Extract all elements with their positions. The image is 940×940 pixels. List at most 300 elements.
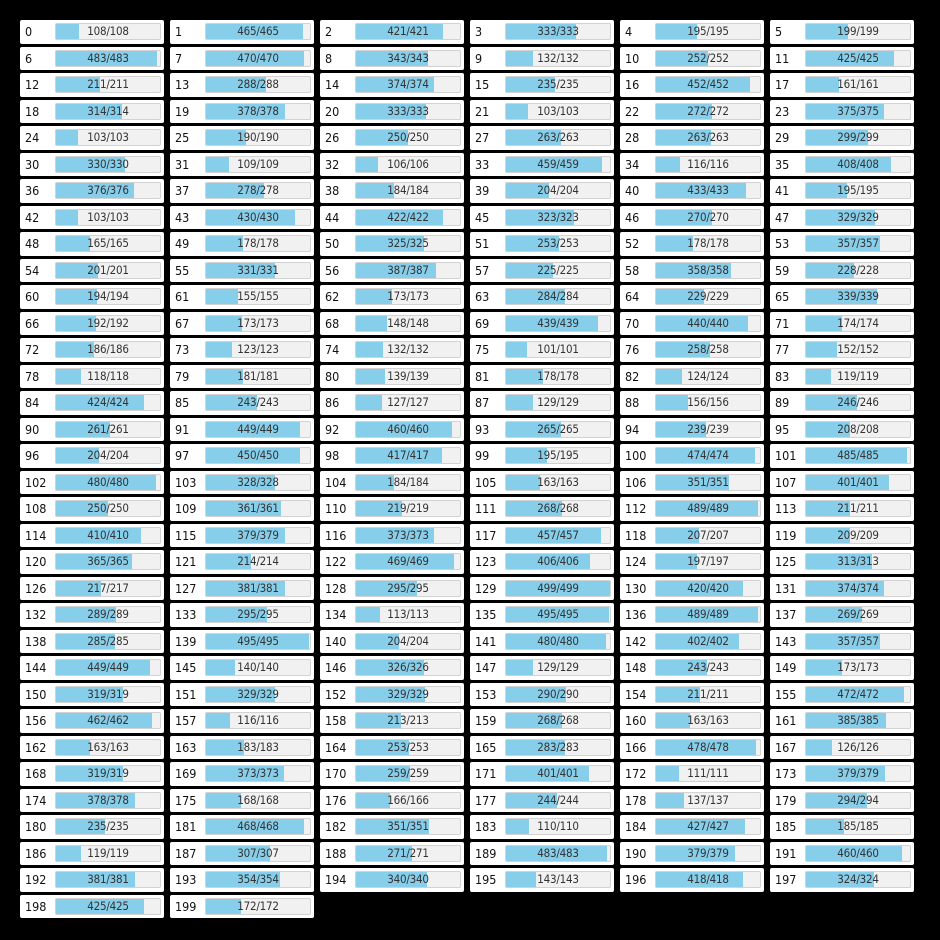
progress-bar xyxy=(55,712,161,729)
progress-bar xyxy=(655,553,761,570)
progress-item xyxy=(20,206,164,230)
progress-item-label: 143 xyxy=(775,633,797,649)
progress-item-label: 76 xyxy=(625,342,640,357)
progress-item-label: 84 xyxy=(25,395,40,410)
progress-bar xyxy=(205,262,311,279)
progress-bar-text: 207/207 xyxy=(687,527,729,542)
progress-bar-text: 485/485 xyxy=(837,448,879,462)
progress-bar-text: 449/449 xyxy=(87,660,129,674)
progress-item-label: 13 xyxy=(175,77,190,92)
progress-bar-text: 124/124 xyxy=(687,368,729,383)
progress-item xyxy=(20,418,164,442)
progress-bar xyxy=(355,818,461,835)
progress-bar-text: 295/295 xyxy=(237,607,279,621)
progress-item xyxy=(470,497,614,521)
progress-item xyxy=(320,656,464,680)
progress-item xyxy=(320,842,464,866)
progress-item-label: 98 xyxy=(325,448,340,463)
progress-bar-text: 126/126 xyxy=(837,739,879,754)
progress-item xyxy=(170,285,314,309)
progress-bar xyxy=(205,129,311,146)
progress-item-label: 176 xyxy=(325,792,347,808)
progress-bar xyxy=(55,262,161,279)
progress-item-label: 109 xyxy=(175,501,197,516)
progress-item xyxy=(770,20,914,44)
progress-item xyxy=(170,259,314,283)
progress-item xyxy=(320,338,464,362)
progress-bar xyxy=(205,500,311,517)
progress-bar-text: 374/374 xyxy=(387,77,429,91)
progress-bar-text: 192/192 xyxy=(87,315,129,330)
progress-item-label: 99 xyxy=(475,448,490,463)
progress-item-label: 137 xyxy=(775,607,797,622)
progress-item xyxy=(470,47,614,71)
progress-bar-text: 211/211 xyxy=(687,686,729,701)
progress-bar xyxy=(205,898,311,915)
progress-item xyxy=(20,471,164,495)
progress-item xyxy=(320,868,464,892)
progress-bar xyxy=(355,871,461,888)
progress-item-label: 107 xyxy=(775,474,797,490)
progress-item xyxy=(20,656,164,680)
progress-item-label: 47 xyxy=(775,209,790,225)
progress-bar-text: 143/143 xyxy=(537,872,579,886)
progress-item-label: 134 xyxy=(325,607,347,622)
progress-bar-text: 354/354 xyxy=(237,872,279,886)
progress-bar xyxy=(655,792,761,809)
progress-bar-text: 339/339 xyxy=(837,289,879,303)
progress-item-label: 132 xyxy=(25,607,47,622)
progress-bar-text: 113/113 xyxy=(387,607,429,621)
progress-item xyxy=(20,444,164,468)
progress-bar xyxy=(805,368,911,385)
progress-item xyxy=(770,179,914,203)
progress-item-label: 140 xyxy=(325,633,347,649)
progress-item xyxy=(170,550,314,574)
progress-bar xyxy=(505,288,611,305)
progress-item xyxy=(320,47,464,71)
progress-bar-text: 374/374 xyxy=(837,580,879,595)
progress-bar-text: 483/483 xyxy=(87,50,129,65)
progress-item-label: 63 xyxy=(475,289,490,304)
progress-item-label: 159 xyxy=(475,713,497,728)
progress-bar xyxy=(805,341,911,358)
progress-bar xyxy=(55,845,161,862)
progress-item xyxy=(470,815,614,839)
progress-item-label: 100 xyxy=(625,448,647,463)
progress-bar-text: 229/229 xyxy=(687,289,729,303)
progress-bar xyxy=(655,818,761,835)
progress-item-label: 163 xyxy=(175,739,197,755)
progress-bar-text: 433/433 xyxy=(687,183,729,197)
progress-bar xyxy=(55,103,161,120)
progress-item-label: 126 xyxy=(25,580,47,596)
progress-item xyxy=(170,444,314,468)
progress-bar-text: 478/478 xyxy=(687,739,729,754)
progress-bar xyxy=(205,288,311,305)
progress-bar-text: 265/265 xyxy=(537,421,579,436)
progress-item xyxy=(470,444,614,468)
progress-bar-text: 219/219 xyxy=(387,501,429,515)
progress-bar-text: 480/480 xyxy=(87,474,129,489)
progress-bar-text: 123/123 xyxy=(237,342,279,356)
progress-item-label: 189 xyxy=(475,845,497,861)
progress-item xyxy=(320,736,464,760)
progress-bar-text: 460/460 xyxy=(837,845,879,860)
progress-bar-text: 319/319 xyxy=(87,686,129,701)
progress-item-label: 195 xyxy=(475,872,497,887)
progress-item xyxy=(20,789,164,813)
progress-bar xyxy=(805,659,911,676)
progress-bar-text: 140/140 xyxy=(237,660,279,674)
progress-item-label: 188 xyxy=(325,845,347,861)
progress-bar xyxy=(505,553,611,570)
progress-item-label: 175 xyxy=(175,792,197,808)
progress-bar xyxy=(505,103,611,120)
progress-bar-text: 250/250 xyxy=(87,501,129,515)
progress-item-label: 56 xyxy=(325,262,340,278)
progress-bar xyxy=(55,315,161,332)
progress-item-label: 94 xyxy=(625,421,640,437)
progress-item xyxy=(320,153,464,177)
progress-bar-text: 259/259 xyxy=(387,766,429,780)
progress-bar-text: 132/132 xyxy=(537,50,579,65)
progress-bar xyxy=(55,765,161,782)
progress-item-label: 196 xyxy=(625,872,647,887)
progress-bar-text: 116/116 xyxy=(687,156,729,171)
progress-item-label: 199 xyxy=(175,898,197,914)
progress-bar-text: 270/270 xyxy=(687,209,729,224)
progress-bar-text: 173/173 xyxy=(387,289,429,303)
progress-item xyxy=(620,391,764,415)
progress-item-label: 89 xyxy=(775,395,790,410)
progress-bar-text: 290/290 xyxy=(537,686,579,701)
progress-bar-text: 119/119 xyxy=(87,845,129,860)
progress-bar xyxy=(805,792,911,809)
progress-bar-text: 103/103 xyxy=(537,103,579,118)
progress-bar xyxy=(55,23,161,40)
progress-bar-text: 470/470 xyxy=(237,50,279,65)
progress-bar xyxy=(55,500,161,517)
progress-bar xyxy=(805,739,911,756)
progress-item xyxy=(770,656,914,680)
progress-item xyxy=(320,471,464,495)
progress-bar xyxy=(805,209,911,226)
progress-bar xyxy=(355,553,461,570)
progress-item-label: 46 xyxy=(625,209,640,225)
progress-item xyxy=(170,497,314,521)
progress-bar-text: 379/379 xyxy=(837,766,879,780)
progress-item xyxy=(770,683,914,707)
progress-item-label: 0 xyxy=(25,24,33,39)
progress-bar-text: 127/127 xyxy=(387,395,429,409)
progress-item xyxy=(770,73,914,97)
progress-bar-text: 449/449 xyxy=(237,421,279,436)
progress-bar xyxy=(205,765,311,782)
progress-bar-text: 425/425 xyxy=(87,898,129,913)
progress-bar xyxy=(355,500,461,517)
progress-bar xyxy=(655,421,761,438)
progress-bar-text: 430/430 xyxy=(237,209,279,224)
progress-bar xyxy=(805,394,911,411)
progress-bar xyxy=(55,368,161,385)
progress-item-label: 27 xyxy=(475,130,490,145)
progress-item xyxy=(470,153,614,177)
progress-item-label: 6 xyxy=(25,50,33,66)
progress-bar xyxy=(655,765,761,782)
progress-item xyxy=(620,762,764,786)
progress-item-label: 39 xyxy=(475,183,490,198)
progress-bar-text: 422/422 xyxy=(387,209,429,224)
progress-item xyxy=(770,338,914,362)
progress-bar-text: 376/376 xyxy=(87,183,129,197)
progress-item-label: 185 xyxy=(775,819,797,834)
progress-item-label: 81 xyxy=(475,368,490,384)
progress-bar xyxy=(805,580,911,597)
progress-item-label: 30 xyxy=(25,156,40,172)
progress-bar-text: 373/373 xyxy=(237,766,279,780)
progress-bar-text: 209/209 xyxy=(837,527,879,542)
progress-bar xyxy=(55,739,161,756)
progress-item xyxy=(170,471,314,495)
progress-item xyxy=(170,365,314,389)
progress-bar-text: 217/217 xyxy=(87,580,129,595)
progress-bar-text: 340/340 xyxy=(387,872,429,886)
progress-bar xyxy=(805,76,911,93)
progress-item xyxy=(770,47,914,71)
progress-item-label: 150 xyxy=(25,686,47,702)
progress-item-label: 25 xyxy=(175,130,190,145)
progress-item-label: 184 xyxy=(625,819,647,834)
progress-bar xyxy=(655,845,761,862)
progress-bar-text: 285/285 xyxy=(87,633,129,648)
progress-bar xyxy=(355,50,461,67)
progress-bar xyxy=(55,606,161,623)
progress-bar xyxy=(205,553,311,570)
progress-bar xyxy=(505,23,611,40)
progress-bar xyxy=(55,129,161,146)
progress-bar-text: 173/173 xyxy=(837,660,879,674)
progress-bar-text: 358/358 xyxy=(687,262,729,277)
progress-bar xyxy=(355,739,461,756)
progress-bar xyxy=(205,394,311,411)
progress-bar-text: 183/183 xyxy=(237,739,279,754)
progress-item xyxy=(620,842,764,866)
progress-bar-text: 195/195 xyxy=(537,448,579,462)
progress-item-label: 198 xyxy=(25,898,47,914)
progress-bar xyxy=(55,792,161,809)
progress-item-label: 138 xyxy=(25,633,47,649)
progress-bar xyxy=(205,368,311,385)
progress-bar-text: 425/425 xyxy=(837,50,879,65)
progress-item xyxy=(20,73,164,97)
progress-item-label: 16 xyxy=(625,77,640,92)
progress-item xyxy=(320,444,464,468)
progress-item-label: 15 xyxy=(475,77,490,92)
progress-bar xyxy=(355,262,461,279)
progress-item-label: 151 xyxy=(175,686,197,702)
progress-item-label: 174 xyxy=(25,792,47,808)
progress-item xyxy=(620,656,764,680)
progress-bar xyxy=(355,103,461,120)
progress-item-label: 167 xyxy=(775,739,797,755)
progress-bar xyxy=(355,659,461,676)
progress-bar-text: 258/258 xyxy=(687,342,729,356)
progress-item-label: 38 xyxy=(325,183,340,198)
progress-bar-text: 462/462 xyxy=(87,713,129,727)
progress-item xyxy=(470,577,614,601)
progress-item-label: 115 xyxy=(175,527,197,543)
progress-bar xyxy=(55,818,161,835)
progress-bar-text: 460/460 xyxy=(387,421,429,436)
progress-bar-text: 480/480 xyxy=(537,633,579,648)
progress-item-label: 19 xyxy=(175,103,190,119)
progress-item-label: 170 xyxy=(325,766,347,781)
progress-bar-text: 474/474 xyxy=(687,448,729,462)
progress-item xyxy=(170,100,314,124)
progress-item xyxy=(770,206,914,230)
progress-item-label: 128 xyxy=(325,580,347,596)
progress-item-label: 58 xyxy=(625,262,640,278)
progress-bar-text: 246/246 xyxy=(837,395,879,409)
progress-item xyxy=(170,603,314,627)
progress-item-label: 135 xyxy=(475,607,497,622)
progress-item xyxy=(770,444,914,468)
progress-item-label: 3 xyxy=(475,24,483,39)
progress-bar-text: 421/421 xyxy=(387,24,429,38)
progress-item xyxy=(170,577,314,601)
progress-bar-text: 373/373 xyxy=(387,527,429,542)
progress-item-label: 155 xyxy=(775,686,797,702)
progress-bar xyxy=(505,792,611,809)
progress-item-label: 191 xyxy=(775,845,797,861)
progress-bar-text: 381/381 xyxy=(237,580,279,595)
progress-bar-text: 101/101 xyxy=(537,342,579,356)
progress-item-label: 61 xyxy=(175,289,190,304)
progress-item-label: 192 xyxy=(25,872,47,887)
progress-bar xyxy=(655,315,761,332)
progress-item-label: 11 xyxy=(775,50,790,66)
progress-bar xyxy=(205,235,311,252)
progress-item-label: 173 xyxy=(775,766,797,781)
progress-bar xyxy=(205,712,311,729)
progress-bar xyxy=(205,659,311,676)
progress-bar-text: 108/108 xyxy=(87,24,129,38)
progress-item-label: 106 xyxy=(625,474,647,490)
progress-item-label: 83 xyxy=(775,368,790,384)
progress-bar-text: 184/184 xyxy=(387,474,429,489)
progress-bar-text: 129/129 xyxy=(537,395,579,409)
progress-bar-text: 450/450 xyxy=(237,448,279,462)
progress-bar xyxy=(805,712,911,729)
progress-bar xyxy=(355,156,461,173)
progress-item-label: 119 xyxy=(775,527,797,543)
progress-item xyxy=(470,471,614,495)
progress-item-label: 111 xyxy=(475,501,497,516)
progress-item xyxy=(620,550,764,574)
progress-bar-text: 324/324 xyxy=(837,872,879,886)
progress-item-label: 10 xyxy=(625,50,640,66)
progress-bar-text: 319/319 xyxy=(87,766,129,780)
progress-item xyxy=(620,365,764,389)
progress-bar-text: 417/417 xyxy=(387,448,429,462)
progress-item xyxy=(20,709,164,733)
progress-item-label: 186 xyxy=(25,845,47,861)
progress-bar-text: 402/402 xyxy=(687,633,729,648)
progress-bar xyxy=(655,659,761,676)
progress-item xyxy=(470,603,614,627)
progress-item xyxy=(20,47,164,71)
progress-bar xyxy=(655,156,761,173)
progress-bar-text: 361/361 xyxy=(237,501,279,515)
progress-item xyxy=(320,312,464,336)
progress-bar xyxy=(355,580,461,597)
progress-item xyxy=(170,73,314,97)
progress-bar xyxy=(655,500,761,517)
progress-item xyxy=(170,524,314,548)
progress-item xyxy=(20,868,164,892)
progress-item xyxy=(620,100,764,124)
progress-bar xyxy=(505,315,611,332)
progress-item-label: 127 xyxy=(175,580,197,596)
progress-item-label: 177 xyxy=(475,792,497,808)
progress-item xyxy=(470,418,614,442)
progress-bar-text: 213/213 xyxy=(387,713,429,727)
progress-item xyxy=(770,471,914,495)
progress-item-label: 34 xyxy=(625,156,640,172)
progress-item xyxy=(620,206,764,230)
progress-item-label: 156 xyxy=(25,713,47,728)
progress-bar-text: 329/329 xyxy=(837,209,879,224)
progress-item-label: 172 xyxy=(625,766,647,781)
progress-item xyxy=(20,815,164,839)
progress-bar xyxy=(505,739,611,756)
progress-bar-text: 184/184 xyxy=(387,183,429,197)
progress-bar xyxy=(655,739,761,756)
progress-bar xyxy=(655,633,761,650)
progress-bar xyxy=(505,235,611,252)
progress-bar-text: 261/261 xyxy=(87,421,129,436)
progress-item-label: 78 xyxy=(25,368,40,384)
progress-bar xyxy=(55,474,161,491)
progress-bar-text: 174/174 xyxy=(837,315,879,330)
progress-bar xyxy=(655,606,761,623)
progress-bar xyxy=(355,288,461,305)
progress-bar-text: 378/378 xyxy=(237,103,279,118)
progress-item-label: 130 xyxy=(625,580,647,596)
progress-item xyxy=(170,126,314,150)
progress-item-label: 129 xyxy=(475,580,497,596)
progress-bar xyxy=(55,341,161,358)
progress-item xyxy=(770,630,914,654)
progress-item xyxy=(620,497,764,521)
progress-bar-text: 483/483 xyxy=(537,845,579,860)
progress-bar xyxy=(55,156,161,173)
progress-item xyxy=(770,232,914,256)
progress-bar xyxy=(805,315,911,332)
progress-item xyxy=(470,179,614,203)
progress-item xyxy=(20,683,164,707)
progress-bar xyxy=(355,845,461,862)
progress-bar xyxy=(355,712,461,729)
progress-item xyxy=(620,232,764,256)
progress-bar xyxy=(505,686,611,703)
progress-bar xyxy=(505,182,611,199)
progress-item xyxy=(20,842,164,866)
progress-item xyxy=(470,789,614,813)
progress-item xyxy=(770,736,914,760)
progress-bar-text: 168/168 xyxy=(237,792,279,807)
